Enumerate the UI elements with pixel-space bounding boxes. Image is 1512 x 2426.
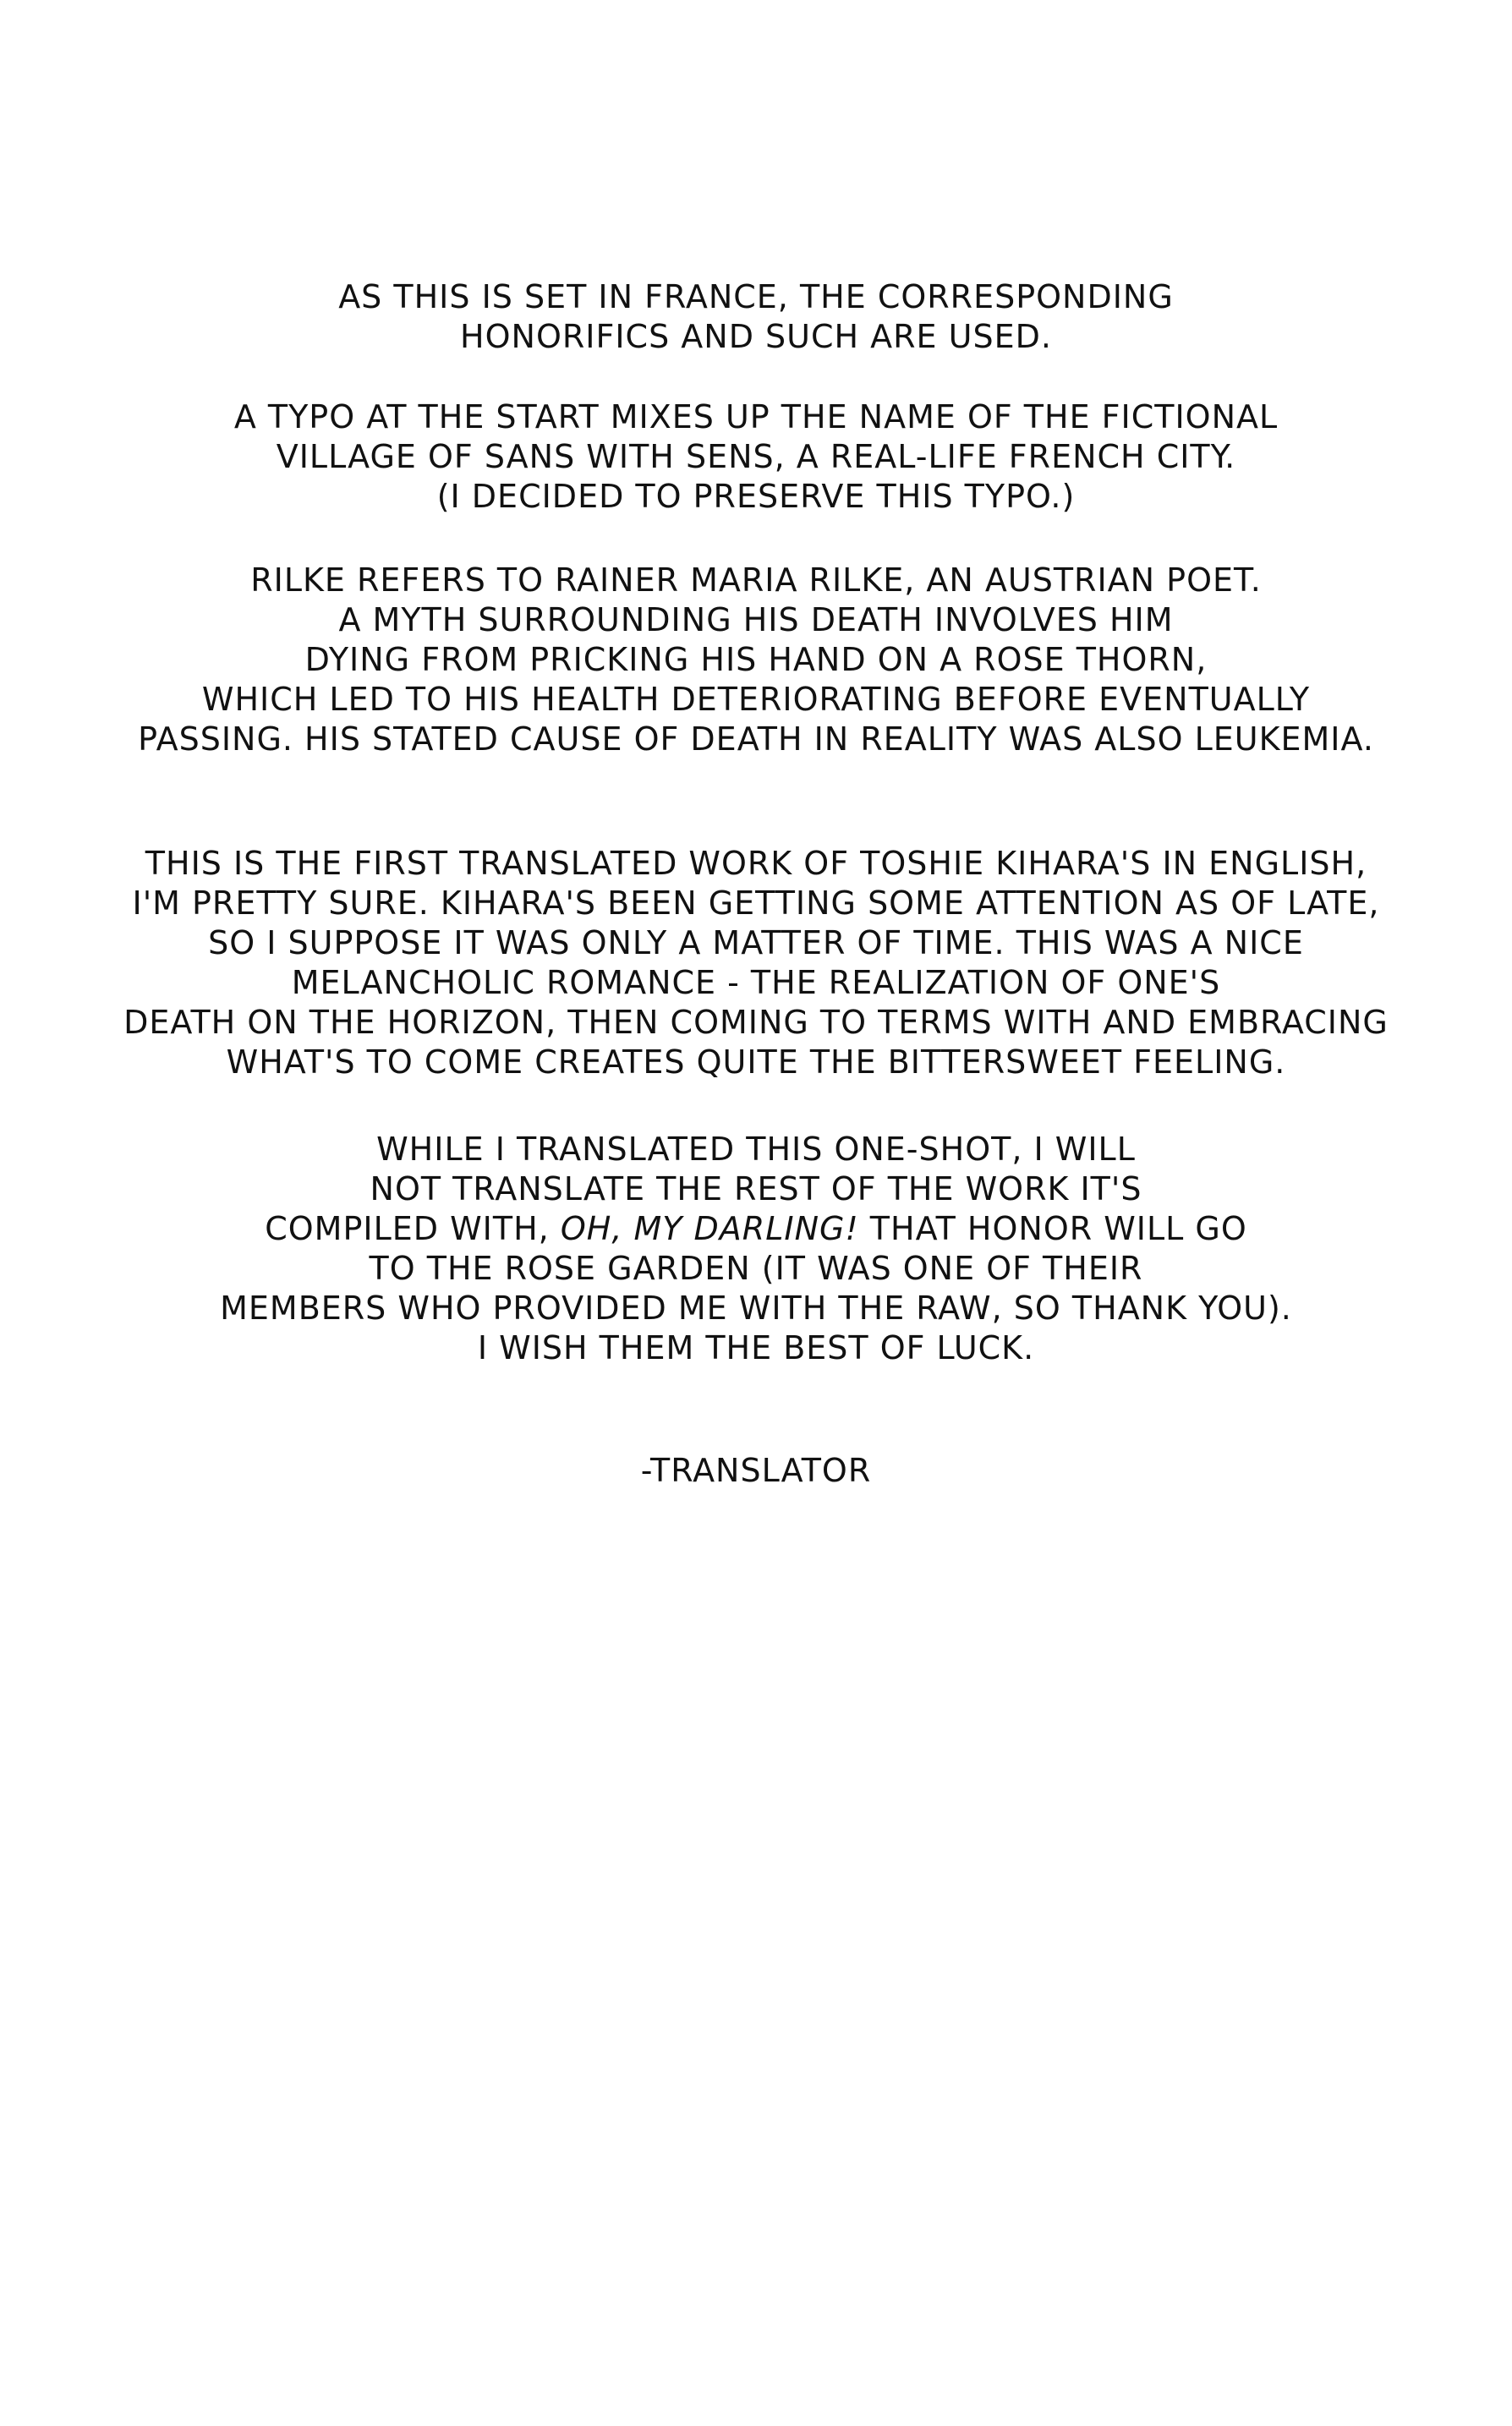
note-line: HONORIFICS AND SUCH ARE USED. xyxy=(460,318,1052,355)
note-line: A TYPO AT THE START MIXES UP THE NAME OF THE FICTIONAL xyxy=(233,398,1279,435)
note-line: MEMBERS WHO PROVIDED ME WITH THE RAW, SO THANK YOU). xyxy=(220,1290,1292,1327)
note-line: RILKE REFERS TO RAINER MARIA RILKE, AN AUSTRIAN POET. xyxy=(250,561,1262,599)
note-line: I'M PRETTY SURE. KIHARA'S BEEN GETTING SOME ATTENTION AS OF LATE, xyxy=(132,884,1380,922)
note-line: DEATH ON THE HORIZON, THEN COMING TO TERMS WITH AND EMBRACING xyxy=(123,1004,1389,1041)
note-line: I WISH THEM THE BEST OF LUCK. xyxy=(477,1329,1035,1366)
note-line: DYING FROM PRICKING HIS HAND ON A ROSE THORN, xyxy=(304,641,1208,678)
note-line: SO I SUPPOSE IT WAS ONLY A MATTER OF TIME. THIS WAS A NICE xyxy=(208,924,1304,961)
note-one-shot xyxy=(0,1130,1512,1368)
note-line: TO THE ROSE GARDEN (IT WAS ONE OF THEIR xyxy=(369,1250,1143,1287)
note-line-segment: COMPILED WITH, xyxy=(265,1210,561,1247)
note-line: WHICH LED TO HIS HEALTH DETERIORATING BEFORE EVENTUALLY xyxy=(201,681,1311,718)
work-title: OH, MY DARLING! xyxy=(560,1210,859,1247)
note-line-segment: THAT HONOR WILL GO xyxy=(858,1210,1247,1247)
note-line xyxy=(0,1209,1512,1249)
note-line: (I DECIDED TO PRESERVE THIS TYPO.) xyxy=(436,478,1076,515)
note-honorifics xyxy=(0,277,1512,357)
note-line: WHAT'S TO COME CREATES QUITE THE BITTERSWEET FEELING. xyxy=(226,1043,1286,1081)
note-line: A MYTH SURROUNDING HIS DEATH INVOLVES HIM xyxy=(338,601,1174,638)
note-line: VILLAGE OF SANS WITH SENS, A REAL-LIFE FRENCH CITY. xyxy=(276,438,1236,475)
note-rilke xyxy=(0,561,1512,759)
signature xyxy=(0,1451,1512,1491)
note-line: AS THIS IS SET IN FRANCE, THE CORRESPONDING xyxy=(338,278,1174,315)
note-line: MELANCHOLIC ROMANCE - THE REALIZATION OF ONE'S xyxy=(291,964,1221,1001)
note-line: THIS IS THE FIRST TRANSLATED WORK OF TOSHIE KIHARA'S IN ENGLISH, xyxy=(145,845,1367,882)
signature-text: -TRANSLATOR xyxy=(640,1452,872,1489)
note-about-work xyxy=(0,844,1512,1082)
note-line: NOT TRANSLATE THE REST OF THE WORK IT'S xyxy=(370,1170,1142,1208)
note-typo xyxy=(0,397,1512,517)
note-line: PASSING. HIS STATED CAUSE OF DEATH IN REALITY WAS ALSO LEUKEMIA. xyxy=(138,720,1374,758)
note-line: WHILE I TRANSLATED THIS ONE-SHOT, I WILL xyxy=(376,1131,1136,1168)
